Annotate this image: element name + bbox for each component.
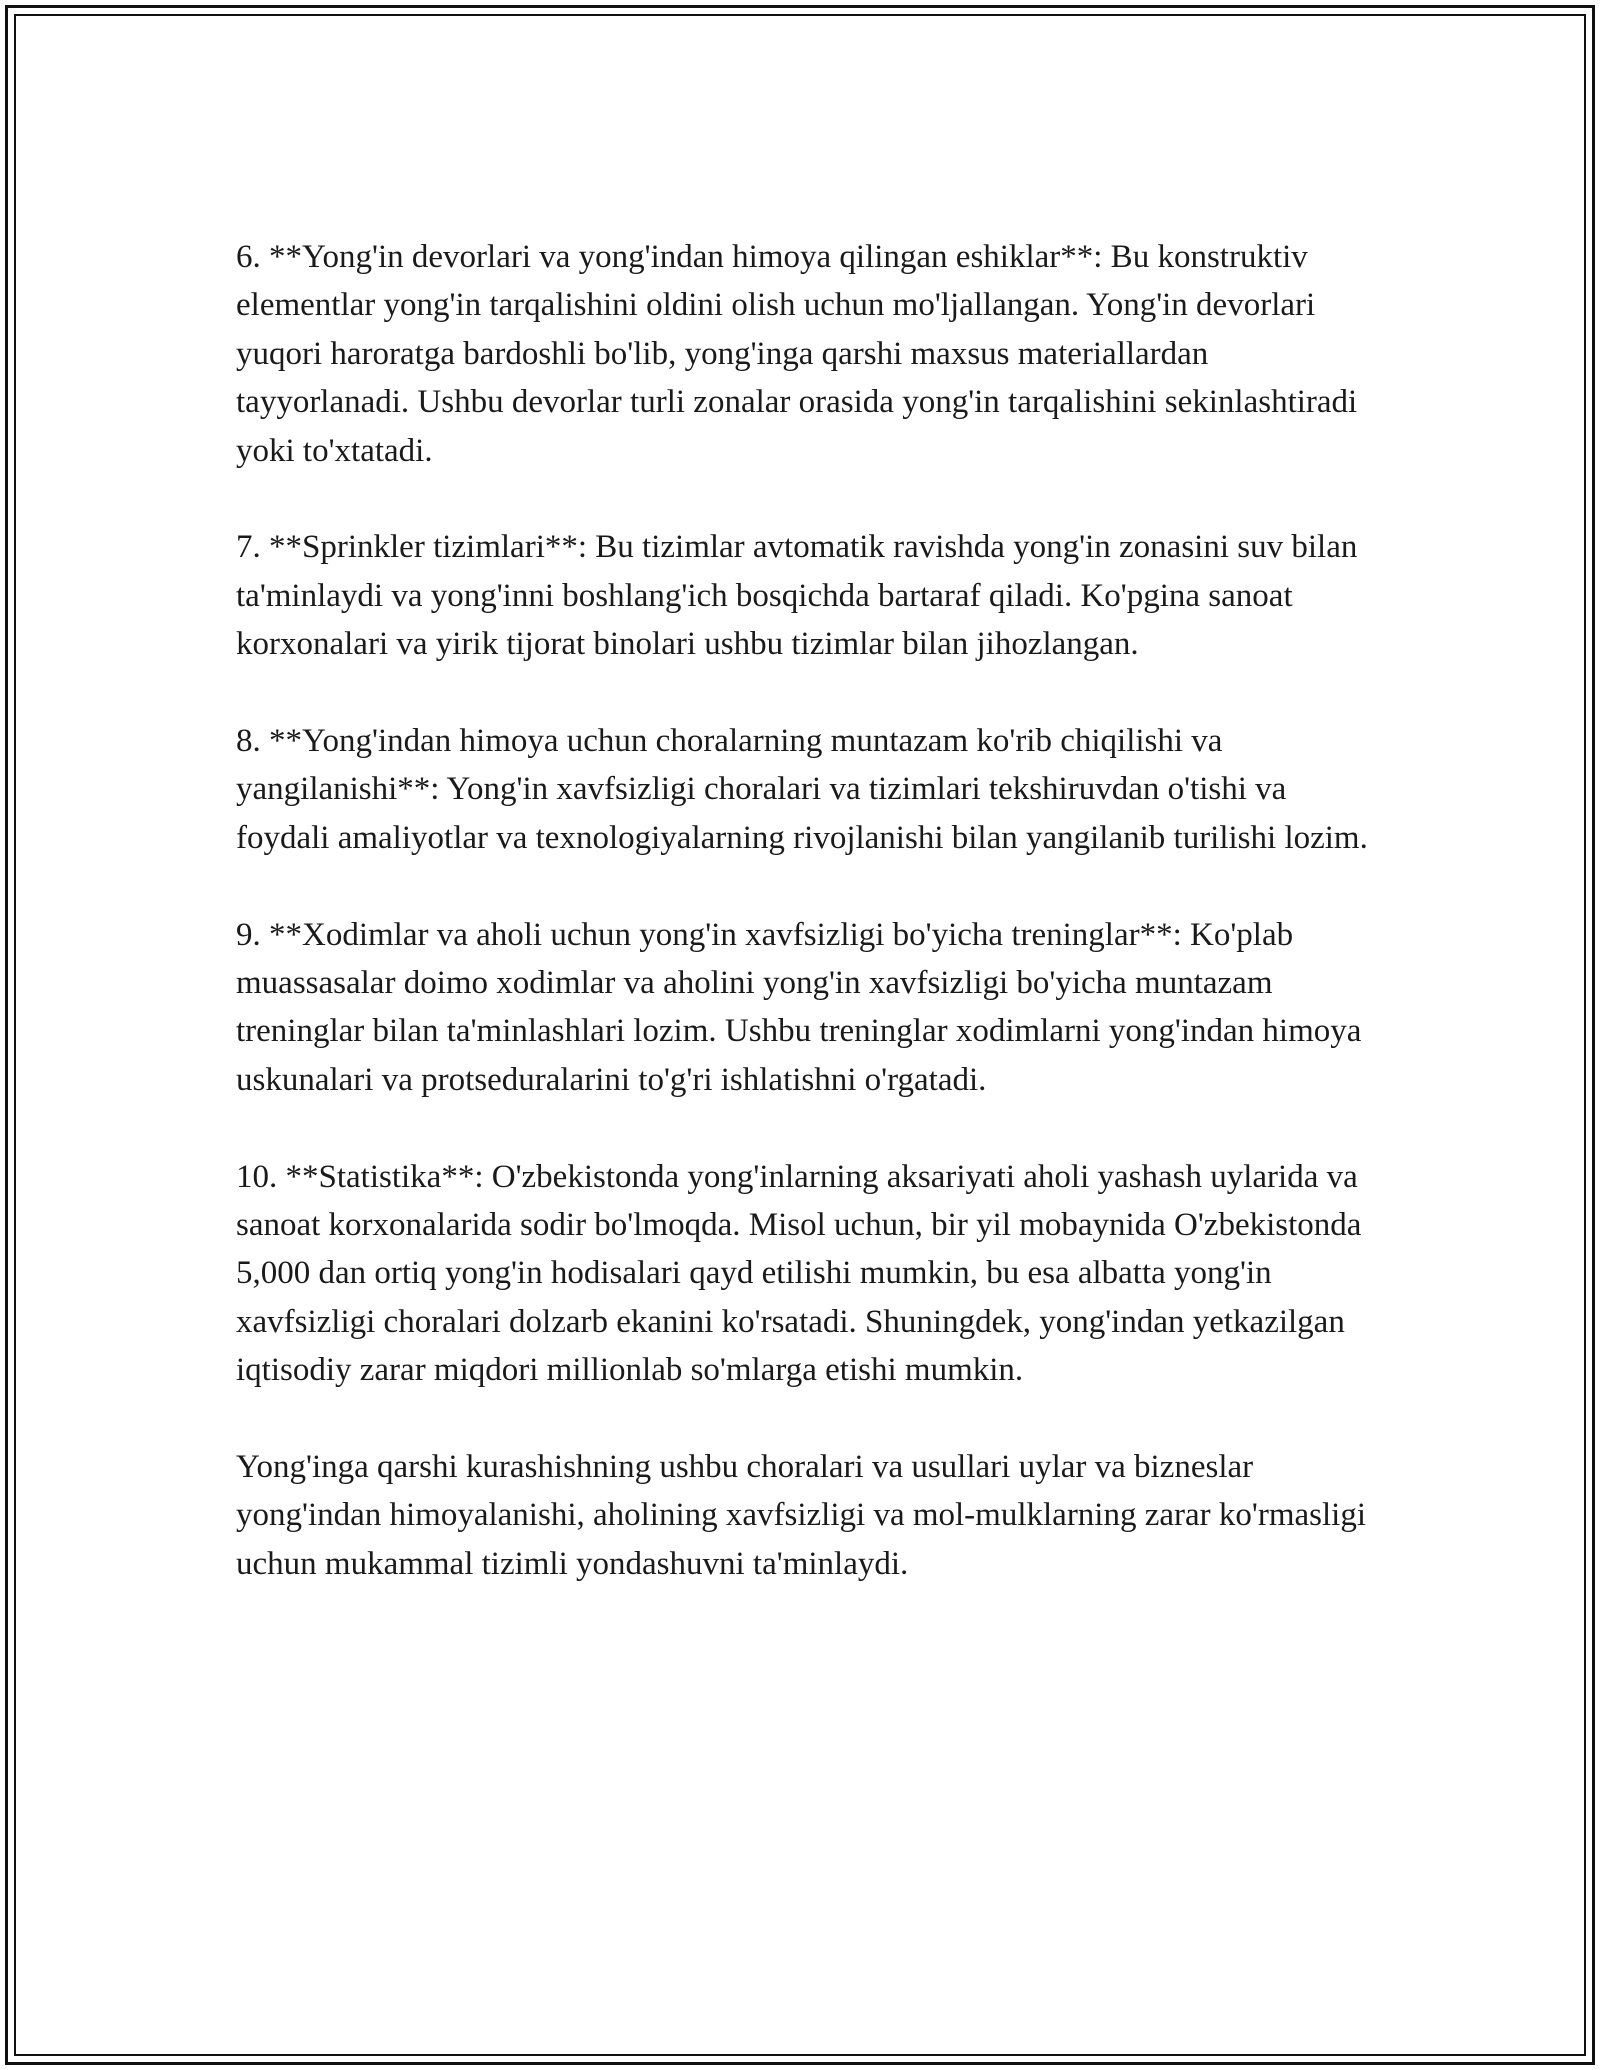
paragraph-fire-walls: 6. **Yong'in devorlari va yong'indan himoya qilingan eshiklar**: Bu konstruktiv elementlar yong'in tarqalishini oldini olish uchun mo'ljallangan. Yong'in devorlari yuqori haroratga bardoshli bo'lib, yong'inga qarshi maxsus materiallardan tayyorlanadi. Ushbu devorlar turli zonalar orasida yong'in tarqalishini sekinlashtiradi yoki to'xtatadi.: [236, 239, 1358, 469]
paragraph-conclusion: Yong'inga qarshi kurashishning ushbu choralari va usullari uylar va bizneslar yong'indan himoyalanishi, aholining xavfsizligi va mol-mulklarning zarar ko'rmasligi uchun mukammal tizimli yondashuvni ta'minlaydi.: [236, 1449, 1366, 1582]
document-body: [236, 233, 1376, 1588]
paragraph-safety-trainings: 9. **Xodimlar va aholi uchun yong'in xavfsizligi bo'yicha treninglar**: Ko'plab muassasalar doimo xodimlar va aholini yong'in xavfsizligi bo'yicha muntazam treninglar bilan ta'minlashlari lozim. Ushbu treninglar xodimlarni yong'indan himoya uskunalari va protseduralarini to'g'ri ishlatishni o'rgatadi.: [236, 916, 1362, 1098]
paragraph-measures-review: 8. **Yong'indan himoya uchun choralarning muntazam ko'rib chiqilishi va yangilanishi**: Yong'in xavfsizligi choralari va tizimlari tekshiruvdan o'tishi va foydali amaliyotlar va texnologiyalarning rivojlanishi bilan yangilanib turilishi lozim.: [236, 723, 1368, 856]
paragraph-sprinkler-systems: 7. **Sprinkler tizimlari**: Bu tizimlar avtomatik ravishda yong'in zonasini suv bilan ta'minlaydi va yong'inni boshlang'ich bosqichda bartaraf qiladi. Ko'pgina sanoat korxonalari va yirik tijorat binolari ushbu tizimlar bilan jihozlangan.: [236, 529, 1358, 663]
paragraph-statistics: 10. **Statistika**: O'zbekistonda yong'inlarning aksariyati aholi yashash uylarida va sanoat korxonalarida sodir bo'lmoqda. Misol uchun, bir yil mobaynida O'zbekistonda 5,000 dan ortiq yong'in hodisalari qayd etilishi mumkin, bu esa albatta yong'in xavfsizligi choralari dolzarb ekanini ko'rsatadi. Shuningdek, yong'indan yetkazilgan iqtisodiy zarar miqdori millionlab so'mlarga etishi mumkin.: [236, 1158, 1362, 1389]
